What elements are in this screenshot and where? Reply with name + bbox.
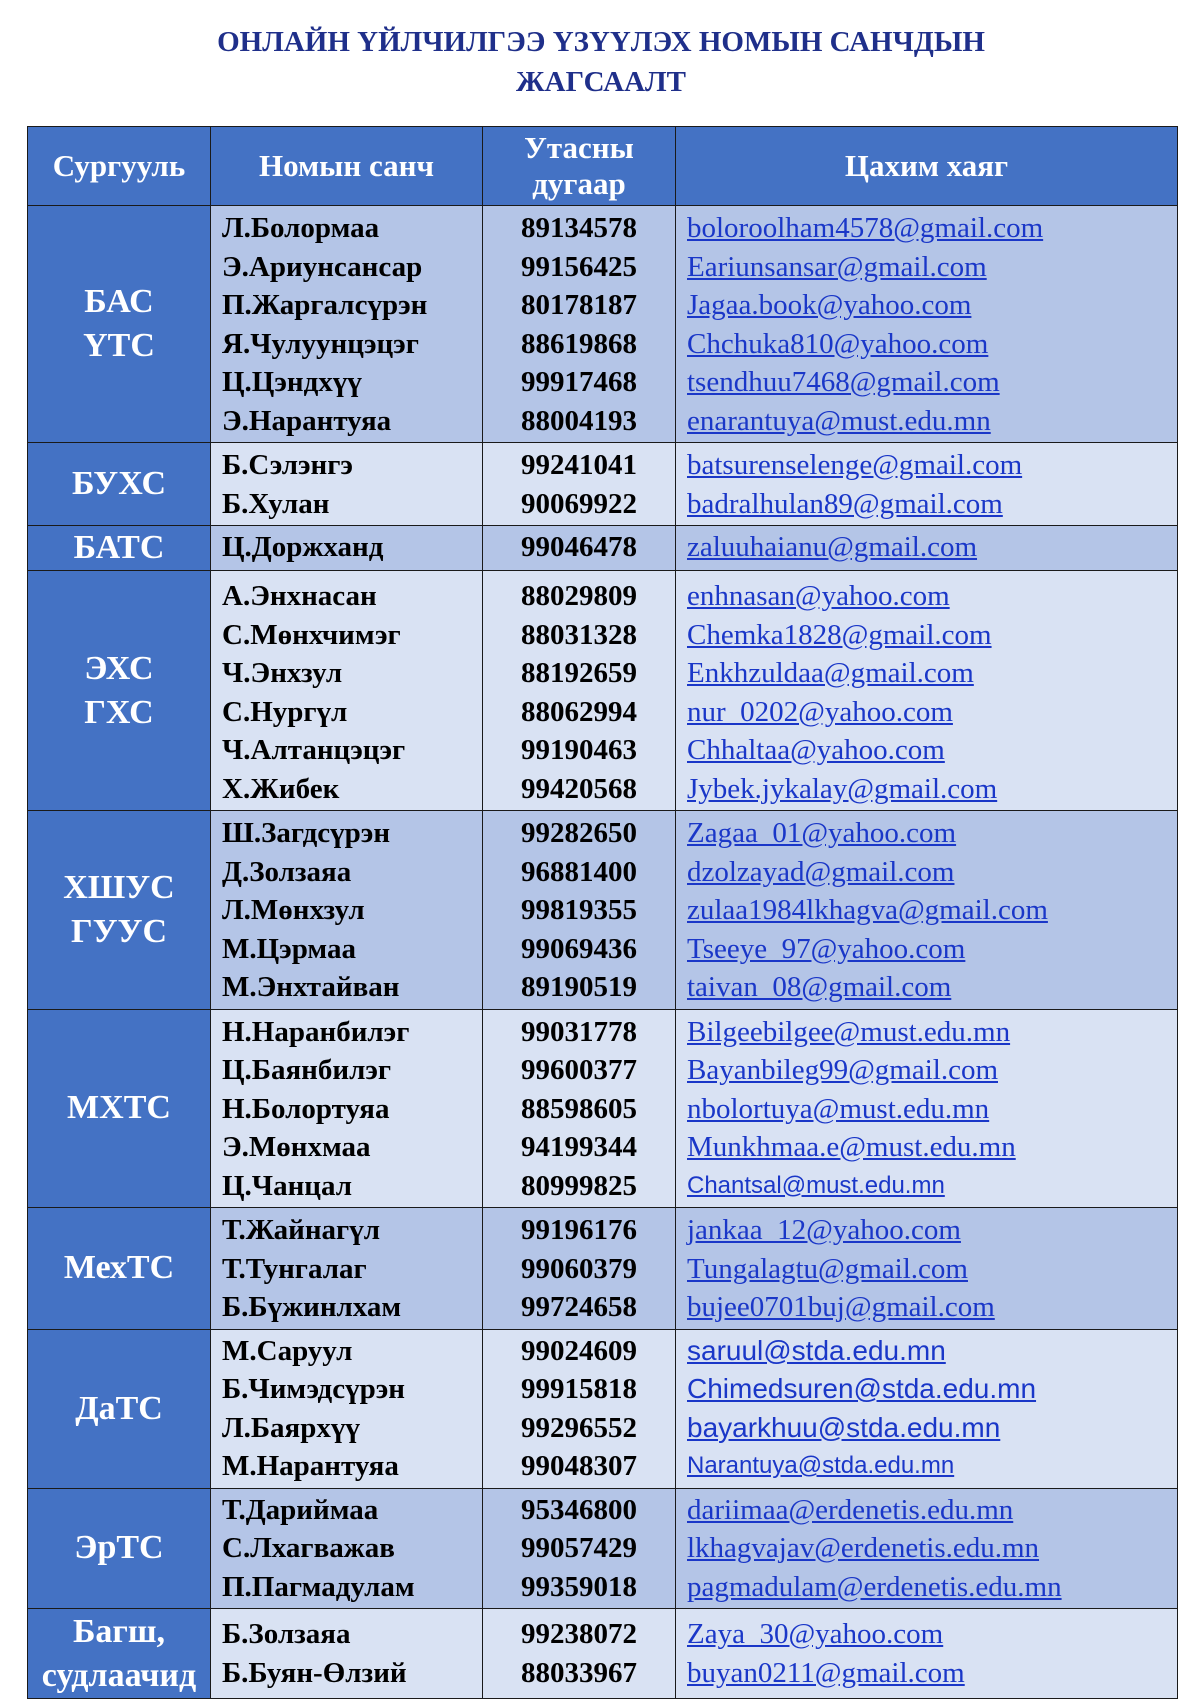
email-link[interactable]: nur_0202@yahoo.com	[687, 695, 953, 728]
librarian-name: Ц.Цэндхүү	[222, 366, 362, 398]
email-link[interactable]: zaluuhaianu@gmail.com	[687, 531, 978, 563]
phone-number: 99024609	[521, 1334, 637, 1367]
phone-number: 99196176	[521, 1214, 637, 1246]
page-title	[0, 22, 1202, 102]
librarian-name: Ц.Чанцал	[222, 1169, 353, 1202]
school-name: судлаачид	[41, 1656, 197, 1694]
phone-number: 99046478	[521, 531, 637, 563]
phone-number: 99359018	[521, 1570, 637, 1603]
phone-number: 99048307	[521, 1450, 637, 1482]
phone-number: 88598605	[521, 1092, 637, 1125]
phones-cell	[483, 1329, 676, 1488]
names-cell	[211, 811, 483, 1010]
names-cell	[211, 1488, 483, 1609]
phones-cell	[483, 1609, 676, 1699]
names-cell	[211, 571, 483, 811]
phones-cell	[483, 206, 676, 443]
librarian-name: П.Жаргалсүрэн	[222, 289, 428, 321]
email-link[interactable]: buyan0211@gmail.com	[687, 1656, 965, 1689]
librarian-name: Ц.Доржханд	[222, 531, 384, 563]
phone-number: 99917468	[521, 366, 637, 398]
school-name: МХТС	[67, 1089, 171, 1127]
phone-number: 88062994	[521, 695, 637, 728]
school-cell	[28, 1208, 211, 1330]
school-name: ХШУС	[63, 868, 175, 906]
email-link[interactable]: taivan_08@gmail.com	[687, 971, 952, 1003]
email-link[interactable]: Chimedsuren@stda.edu.mn	[687, 1373, 1037, 1404]
school-cell	[28, 1009, 211, 1208]
emails-cell	[676, 1609, 1178, 1699]
email-link[interactable]: zulaa1984lkhagva@gmail.com	[687, 894, 1048, 926]
school-name: ЭХС	[84, 649, 154, 687]
librarian-table	[27, 126, 1178, 1699]
header-school: Сургууль	[28, 127, 211, 206]
email-link[interactable]: Zaya_30@yahoo.com	[687, 1618, 944, 1650]
librarian-name: Э.Ариунсансар	[222, 250, 423, 283]
phones-cell	[483, 1488, 676, 1609]
librarian-name: Т.Жайнагүл	[222, 1214, 380, 1246]
librarian-name: Н.Наранбилэг	[222, 1015, 410, 1048]
school-name: ҮТС	[83, 327, 155, 364]
phone-number: 99156425	[521, 250, 637, 283]
school-name: ЭрТС	[74, 1529, 164, 1567]
email-link[interactable]: enarantuya@must.edu.mn	[687, 404, 991, 437]
email-link[interactable]: tsendhuu7468@gmail.com	[687, 366, 1000, 398]
table-header-row	[28, 127, 1178, 206]
librarian-name: М.Цэрмаа	[222, 932, 356, 965]
librarian-name: Л.Баярхүү	[222, 1411, 360, 1444]
table-body	[28, 206, 1178, 1699]
librarian-name: Т.Дариймаа	[222, 1493, 379, 1526]
table-row	[28, 811, 1178, 1010]
header-phone-line-1: Утасны	[524, 130, 634, 165]
names-cell	[211, 1609, 483, 1699]
phone-number: 99190463	[521, 734, 637, 766]
phones-cell	[483, 1208, 676, 1330]
librarian-name: Т.Тунгалаг	[222, 1252, 367, 1285]
emails-cell	[676, 443, 1178, 526]
phone-number: 99060379	[521, 1252, 637, 1285]
school-cell	[28, 1488, 211, 1609]
librarian-name: П.Пагмадулам	[222, 1570, 415, 1603]
emails-cell	[676, 571, 1178, 811]
email-link[interactable]: Jagaa.book@yahoo.com	[687, 289, 972, 321]
names-cell	[211, 1208, 483, 1330]
phones-cell	[483, 1009, 676, 1208]
email-link[interactable]: Tseeye_97@yahoo.com	[687, 932, 966, 965]
title-line-2: ЖАГСААЛТ	[515, 66, 687, 98]
school-cell	[28, 526, 211, 571]
librarian-name: С.Мөнхчимэг	[222, 618, 401, 651]
school-cell	[28, 206, 211, 443]
librarian-name: Б.Хулан	[222, 487, 330, 520]
email-link[interactable]: Tungalagtu@gmail.com	[687, 1252, 968, 1285]
librarian-name: С.Нургүл	[222, 695, 348, 728]
email-link[interactable]: bayarkhuu@stda.edu.mn	[687, 1411, 1001, 1443]
emails-cell	[676, 811, 1178, 1010]
librarian-name: Ш.Загдсүрэн	[222, 817, 391, 849]
header-phone	[483, 127, 676, 206]
phone-number: 88192659	[521, 657, 637, 689]
phone-number: 88029809	[521, 580, 637, 612]
librarian-name: Х.Жибек	[222, 772, 340, 805]
librarian-name: Н.Болортуяа	[222, 1092, 390, 1125]
librarian-name: Б.Сэлэнгэ	[222, 449, 353, 481]
emails-cell	[676, 526, 1178, 571]
email-link[interactable]: Chemka1828@gmail.com	[687, 618, 992, 651]
phones-cell	[483, 571, 676, 811]
school-name: ГУУС	[70, 912, 168, 950]
table-row	[28, 1609, 1178, 1699]
phone-number: 99282650	[521, 817, 637, 849]
librarian-name: М.Саруул	[222, 1334, 353, 1367]
table-row	[28, 1208, 1178, 1330]
email-link[interactable]: boloroolham4578@gmail.com	[687, 212, 1044, 244]
librarian-name: Э.Мөнхмаа	[222, 1131, 371, 1163]
email-link[interactable]: nbolortuya@must.edu.mn	[687, 1092, 990, 1125]
phones-cell	[483, 443, 676, 526]
librarian-name: Б.Бүжинлхам	[222, 1291, 402, 1323]
names-cell	[211, 206, 483, 443]
table-row	[28, 571, 1178, 811]
school-cell	[28, 1329, 211, 1488]
table-row	[28, 443, 1178, 526]
table-row	[28, 526, 1178, 571]
email-link[interactable]: saruul@stda.edu.mn	[687, 1334, 946, 1366]
title-line-1: ОНЛАЙН ҮЙЛЧИЛГЭЭ ҮЗҮҮЛЭХ НОМЫН САНЧДЫН	[217, 26, 985, 58]
librarian-name: Ч.Алтанцэцэг	[222, 734, 406, 766]
librarian-name: Б.Золзаяа	[222, 1618, 351, 1650]
school-cell	[28, 571, 211, 811]
school-name: МехТС	[63, 1249, 175, 1287]
phone-number: 96881400	[521, 855, 637, 888]
names-cell	[211, 526, 483, 571]
emails-cell	[676, 206, 1178, 443]
phone-number: 99296552	[521, 1411, 637, 1444]
email-link[interactable]: Eariunsansar@gmail.com	[687, 250, 987, 283]
email-link[interactable]: Zagaa_01@yahoo.com	[687, 817, 957, 849]
librarian-name: Э.Нарантуяа	[222, 404, 392, 437]
phone-number: 99724658	[521, 1291, 637, 1323]
table-row	[28, 206, 1178, 443]
email-link[interactable]: bujee0701buj@gmail.com	[687, 1291, 995, 1323]
school-name: Багш,	[72, 1612, 166, 1650]
school-name: БУХС	[71, 465, 167, 502]
email-link[interactable]: Bayanbileg99@gmail.com	[687, 1054, 998, 1086]
names-cell	[211, 1329, 483, 1488]
names-cell	[211, 1009, 483, 1208]
phone-number: 95346800	[521, 1493, 637, 1526]
email-link[interactable]: dzolzayad@gmail.com	[687, 855, 955, 888]
email-link[interactable]: Jybek.jykalay@gmail.com	[687, 772, 998, 805]
phone-number: 99600377	[521, 1054, 637, 1086]
librarian-name: Л.Болормаа	[222, 212, 380, 244]
school-name: БАТС	[73, 529, 165, 566]
phone-number: 90069922	[521, 487, 637, 520]
emails-cell	[676, 1009, 1178, 1208]
librarian-name: М.Нарантуяа	[222, 1450, 399, 1482]
phone-number: 99420568	[521, 772, 637, 805]
email-link[interactable]: Enkhzuldaa@gmail.com	[687, 657, 974, 689]
phone-number: 94199344	[521, 1131, 637, 1163]
librarian-name: Ч.Энхзул	[222, 657, 343, 689]
librarian-name: Д.Золзаяа	[222, 855, 352, 888]
email-link[interactable]: Munkhmaa.e@must.edu.mn	[687, 1131, 1016, 1163]
email-link[interactable]: Chchuka810@yahoo.com	[687, 327, 989, 360]
phones-cell	[483, 526, 676, 571]
librarian-name: Ц.Баянбилэг	[222, 1054, 392, 1086]
phone-number: 99031778	[521, 1015, 637, 1048]
phone-number: 88004193	[521, 404, 637, 437]
school-name: БАС	[84, 283, 154, 320]
email-link[interactable]: enhnasan@yahoo.com	[687, 580, 950, 612]
email-link[interactable]: dariimaa@erdenetis.edu.mn	[687, 1493, 1014, 1526]
emails-cell	[676, 1329, 1178, 1488]
school-cell	[28, 1609, 211, 1699]
header-librarian: Номын санч	[211, 127, 483, 206]
phone-number: 88033967	[521, 1656, 637, 1689]
email-link[interactable]: lkhagvajav@erdenetis.edu.mn	[687, 1532, 1040, 1564]
phone-number: 99819355	[521, 894, 637, 926]
librarian-name: М.Энхтайван	[222, 971, 400, 1003]
table-row	[28, 1488, 1178, 1609]
email-link[interactable]: Chantsal@must.edu.mn	[687, 1171, 945, 1199]
phone-number: 89134578	[521, 212, 637, 244]
email-link[interactable]: badralhulan89@gmail.com	[687, 487, 1003, 520]
school-cell	[28, 443, 211, 526]
school-name: ГХС	[84, 693, 154, 731]
email-link[interactable]: batsurenselenge@gmail.com	[687, 449, 1023, 481]
emails-cell	[676, 1488, 1178, 1609]
phone-number: 99238072	[521, 1618, 637, 1650]
email-link[interactable]: Chhaltaa@yahoo.com	[687, 734, 945, 766]
librarian-name: Я.Чулуунцэцэг	[222, 327, 419, 360]
email-link[interactable]: Bilgeebilgee@must.edu.mn	[687, 1015, 1011, 1048]
phones-cell	[483, 811, 676, 1010]
school-name: ДаТС	[75, 1389, 163, 1427]
phone-number: 80178187	[521, 289, 637, 321]
librarian-name: Б.Буян-Өлзий	[222, 1656, 407, 1689]
email-link[interactable]: Narantuya@stda.edu.mn	[687, 1452, 955, 1479]
header-phone-line-2: дугаар	[532, 166, 626, 201]
phone-number: 99915818	[521, 1373, 637, 1405]
header-email: Цахим хаяг	[676, 127, 1178, 206]
names-cell	[211, 443, 483, 526]
librarian-name: А.Энхнасан	[222, 580, 377, 612]
email-link[interactable]: pagmadulam@erdenetis.edu.mn	[687, 1570, 1062, 1603]
librarian-name: С.Лхагважав	[222, 1532, 395, 1564]
phone-number: 88031328	[521, 618, 637, 651]
emails-cell	[676, 1208, 1178, 1330]
phone-number: 88619868	[521, 327, 637, 360]
phone-number: 99241041	[521, 449, 637, 481]
phone-number: 89190519	[521, 971, 637, 1003]
phone-number: 99069436	[521, 932, 637, 965]
school-cell	[28, 811, 211, 1010]
phone-number: 80999825	[521, 1169, 637, 1202]
table-row	[28, 1329, 1178, 1488]
email-link[interactable]: jankaa_12@yahoo.com	[687, 1214, 961, 1246]
phone-number: 99057429	[521, 1532, 637, 1564]
librarian-name: Б.Чимэдсүрэн	[222, 1373, 405, 1405]
table-row	[28, 1009, 1178, 1208]
librarian-name: Л.Мөнхзул	[222, 894, 365, 926]
